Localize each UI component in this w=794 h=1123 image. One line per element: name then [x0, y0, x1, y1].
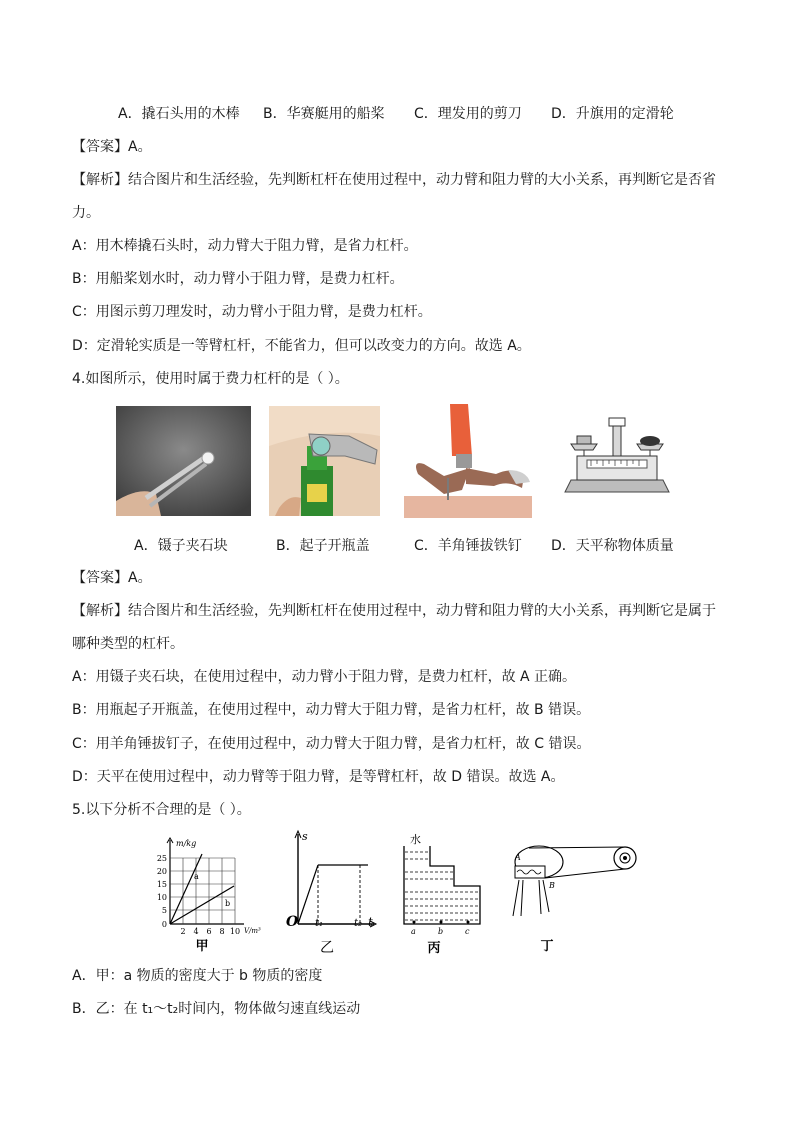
- q3-option-d: D．升旗用的定滑轮: [551, 106, 674, 122]
- bing-water-label: 水: [410, 833, 421, 846]
- q4-stem: 4.如图所示，使用时属于费力杠杆的是（ ）。: [72, 371, 349, 387]
- jia-ytick-15: 15: [156, 880, 167, 889]
- balance-scale-image: [563, 416, 671, 494]
- bing-point-c: c: [465, 927, 470, 936]
- figure-ding-belt-wheel: [505, 836, 640, 956]
- q5-option-b-prefix: B．乙：在: [72, 1001, 143, 1017]
- jia-ytick-0: 0: [161, 920, 167, 929]
- q3-explain-c: C：用图示剪刀理发时，动力臂小于阻力臂，是费力杠杆。: [72, 304, 432, 320]
- bottle-opener-photo: [269, 406, 380, 516]
- q4-caption-d: D．天平称物体质量: [551, 538, 674, 554]
- tweezers-photo: [116, 406, 251, 516]
- jia-xtick-6: 6: [206, 927, 212, 936]
- q5-option-b: [72, 999, 360, 1019]
- figure-yi-distance-time-graph: [282, 826, 378, 954]
- q4-explain-d: D：天平在使用过程中，动力臂等于阻力臂，是等臂杠杆，故 D 错误。故选 A。: [72, 769, 565, 785]
- q4-caption-b: B．起子开瓶盖: [276, 538, 370, 554]
- jia-ylabel: m/kg: [176, 839, 197, 848]
- q4-answer: 【答案】A。: [72, 570, 152, 586]
- q3-explain-d: D：定滑轮实质是一等臂杠杆，不能省力，但可以改变力的方向。故选 A。: [72, 338, 531, 354]
- q4-explain-a: A：用镊子夹石块，在使用过程中，动力臂小于阻力臂，是费力杠杆，故 A 正确。: [72, 669, 577, 685]
- q4-analysis-line2: 哪种类型的杠杆。: [72, 636, 184, 652]
- jia-xlabel: V/m³: [244, 927, 261, 935]
- jia-ytick-5: 5: [161, 906, 167, 915]
- jia-ytick-20: 20: [156, 867, 167, 876]
- q4-explain-b: B：用瓶起子开瓶盖，在使用过程中，动力臂大于阻力臂，是省力杠杆，故 B 错误。: [72, 702, 591, 718]
- jia-caption: 甲: [195, 939, 209, 954]
- q4-explain-c: C：用羊角锤拔钉子，在使用过程中，动力臂大于阻力臂，是省力杠杆，故 C 错误。: [72, 736, 591, 752]
- q5-option-b-t1: t₁: [142, 1001, 154, 1017]
- q3-analysis-line2: 力。: [72, 205, 100, 221]
- figure-jia-mass-volume-graph: [150, 834, 270, 954]
- q4-analysis-line1: 【解析】结合图片和生活经验，先判断杠杆在使用过程中，动力臂和阻力臂的大小关系，再判断它是属于: [72, 603, 716, 619]
- q5-option-a: A．甲：a 物质的密度大于 b 物质的密度: [72, 968, 323, 984]
- jia-xtick-8: 8: [219, 927, 225, 936]
- q3-option-c: C．理发用的剪刀: [414, 106, 522, 122]
- jia-xtick-2: 2: [180, 927, 186, 936]
- q5-option-b-t2: t₂: [167, 1001, 179, 1017]
- jia-ytick-10: 10: [156, 893, 167, 902]
- q3-answer: 【答案】A。: [72, 139, 152, 155]
- q3-explain-b: B：用船桨划水时，动力臂小于阻力臂，是费力杠杆。: [72, 271, 404, 287]
- yi-t-axis: t: [368, 915, 373, 929]
- yi-t1: t₁: [315, 918, 324, 929]
- q3-explain-a: A：用木棒撬石头时，动力臂大于阻力臂，是省力杠杆。: [72, 238, 418, 254]
- bing-point-b: b: [438, 927, 444, 936]
- ding-caption: 丁: [540, 939, 554, 954]
- q5-option-b-suffix: 时间内，物体做匀速直线运动: [178, 1001, 361, 1017]
- q4-caption-c: C．羊角锤拔铁钉: [414, 538, 522, 554]
- ding-point-b: B: [549, 881, 555, 890]
- q3-option-a: A．撬石头用的木棒: [118, 106, 240, 122]
- claw-hammer-photo: [404, 404, 532, 518]
- q3-option-b: B．华赛艇用的船桨: [263, 106, 385, 122]
- q4-caption-a: A．镊子夹石块: [134, 538, 228, 554]
- yi-ylabel: s: [302, 830, 308, 843]
- figure-bing-water-container: [396, 826, 486, 956]
- bing-caption: 丙: [427, 941, 441, 956]
- yi-origin: O: [286, 914, 299, 930]
- line-a-label: a: [194, 872, 199, 881]
- line-b-label: b: [225, 899, 231, 908]
- jia-ytick-25: 25: [156, 854, 167, 863]
- jia-xtick-4: 4: [193, 927, 199, 936]
- q5-option-b-mid: ～: [153, 1001, 168, 1017]
- jia-xtick-10: 10: [229, 927, 241, 936]
- yi-t2: t₂: [354, 918, 363, 929]
- ding-point-a: A: [515, 853, 521, 862]
- q3-analysis-line1: 【解析】结合图片和生活经验，先判断杠杆在使用过程中，动力臂和阻力臂的大小关系，再判断它是否省: [72, 172, 716, 188]
- bing-point-a: a: [411, 927, 416, 936]
- yi-caption: 乙: [320, 940, 334, 954]
- q5-stem: 5.以下分析不合理的是（ ）。: [72, 802, 251, 818]
